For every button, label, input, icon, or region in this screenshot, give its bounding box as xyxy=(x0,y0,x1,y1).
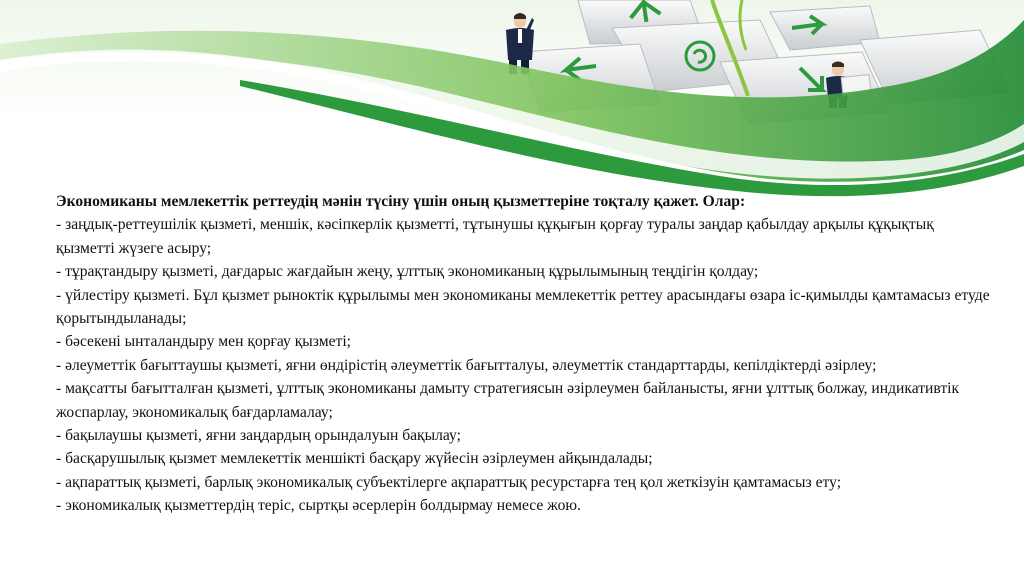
list-item: - үйлестіру қызметі. Бұл қызмет рыноктік құрылымы мен экономиканы мемлекеттік реттеу арасындағы өзара іс-қимылды қамтамасыз етуде қорытындыланады; xyxy=(56,286,990,328)
list-item: - бәсекені ынталандыру мен қорғау қызметі; xyxy=(56,333,351,351)
slide-heading: Экономиканы мемлекеттік реттеудің мәнін түсіну үшін оның қызметтеріне тоқталу қажет. Олар: xyxy=(56,193,746,210)
list-item: - мақсатты бағытталған қызметі, ұлттық экономиканы дамыту стратегиясын әзірлеумен байланысты, яғни ұлттық болжау, индикативтік жоспарлау, экономикалық бағдарламалау; xyxy=(56,380,960,421)
list-item: - басқарушылық қызмет мемлекеттік меншікті басқару жүйесін әзірлеумен айқындалады; xyxy=(56,450,653,468)
list-item: - экономикалық қызметтердің теріс, сыртқы әсерлерін болдырмау немесе жою. xyxy=(56,497,581,515)
slide-content xyxy=(56,190,996,518)
list-item: - ақпараттық қызметі, барлық экономикалық субъектілерге ақпараттық ресурстарға тең қол жеткізуін қамтамасыз ету; xyxy=(56,473,842,491)
list-item: - бақылаушы қызметі, яғни заңдардың орындалуын бақылау; xyxy=(56,427,461,445)
header-banner xyxy=(0,0,1024,200)
list-item: - тұрақтандыру қызметі, дағдарыс жағдайын жеңу, ұлттық экономиканың құрылымының теңдігін қолдау; xyxy=(56,263,759,281)
list-item: - заңдық-реттеушілік қызметі, меншік, кәсіпкерлік қызметті, тұтынушы құқығын қорғау туралы заңдар қабылдау арқылы құқықтық қызметті жүзеге асыру; xyxy=(56,216,934,257)
list-item: - әлеуметтік бағыттаушы қызметі, яғни өндірістің әлеуметтік бағытталуы, әлеуметтік стандарттарды, кепілдіктерді әзірлеу; xyxy=(56,356,877,374)
